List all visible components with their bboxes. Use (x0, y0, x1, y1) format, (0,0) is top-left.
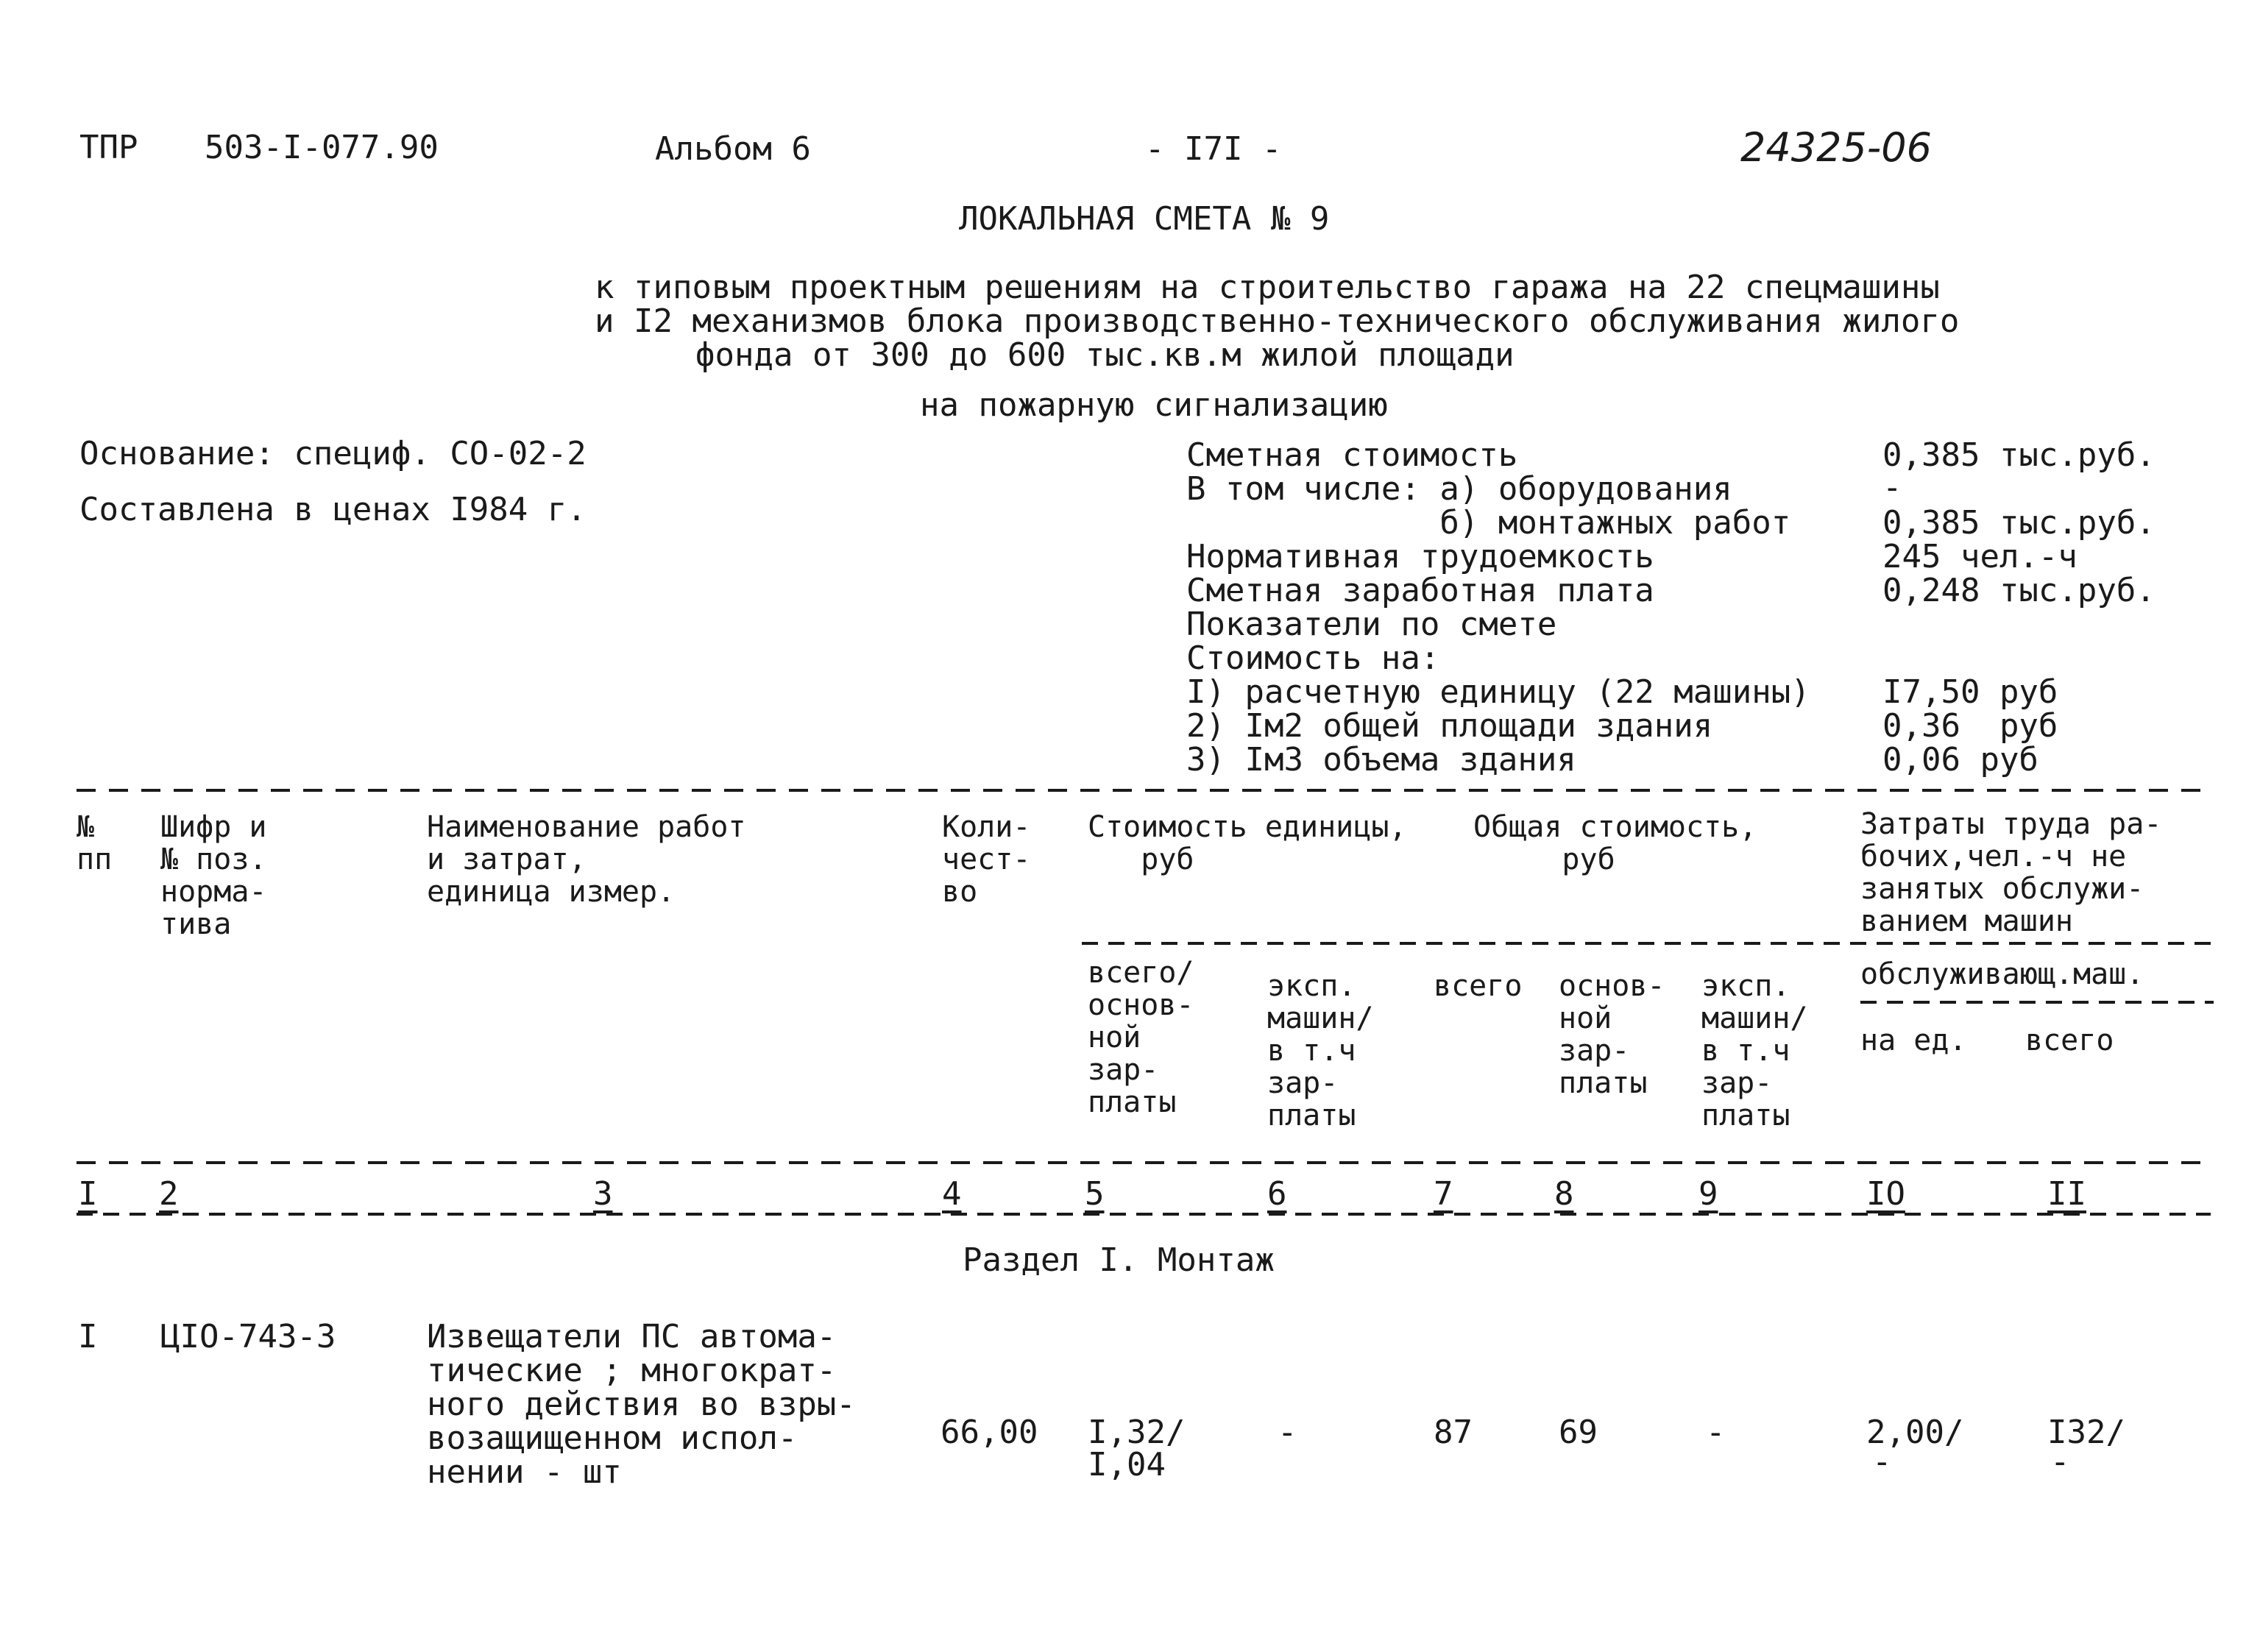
row-unit-machines: - (1278, 1414, 1297, 1451)
summary-label: Сметная заработная плата (1186, 572, 1654, 609)
col-header-8: основ- ной зар- платы (1559, 969, 1665, 1100)
col-header-unit-cost: Стоимость единицы, руб (1088, 810, 1407, 876)
row-total-wage: 69 (1559, 1414, 1598, 1451)
summary-label: Показатели по смете (1186, 606, 1557, 643)
col-number: 8 (1554, 1175, 1574, 1213)
col-number: 6 (1267, 1175, 1287, 1213)
header-sub-rule (1082, 942, 2215, 945)
row-labor-total: I32/ (2047, 1414, 2125, 1451)
col-header-total-cost: Общая стоимость, руб (1473, 810, 1757, 876)
basis-prices: Составлена в ценах I984 г. (79, 491, 587, 528)
row-unit-total: I,32/ (1088, 1414, 1186, 1451)
summary-label: Нормативная трудоемкость (1186, 538, 1654, 575)
col-header-5: всего/ основ- ной зар- платы (1088, 956, 1194, 1119)
col-header-code: Шифр и № поз. норма- тива (160, 810, 267, 941)
title-subject: на пожарную сигнализацию (920, 386, 1388, 424)
col-number: 7 (1434, 1175, 1453, 1213)
inventory-number: 24325-06 (1740, 124, 1932, 171)
page-title: ЛОКАЛЬНАЯ СМЕТА № 9 (959, 200, 1330, 238)
summary-value: 0,385 тыс.руб. (1882, 504, 2155, 542)
summary-label: Сметная стоимость (1186, 436, 1518, 474)
header-tpr: ТПР (79, 129, 138, 166)
col-number: 9 (1698, 1175, 1718, 1213)
col-header-11: всего (2025, 1024, 2114, 1057)
row-code: ЦIО-743-3 (160, 1318, 336, 1355)
summary-value: I7,50 руб (1882, 673, 2058, 711)
row-name: Извещатели ПС автома- тические ; многократ- ного действия во взры- возащищенном испол- нении - шт (427, 1318, 856, 1491)
header-album: Альбом 6 (655, 130, 811, 168)
row-total-machines: - (1706, 1414, 1726, 1451)
summary-label: В том числе: а) оборудования (1186, 470, 1732, 508)
row-unit-wage: I,04 (1088, 1446, 1166, 1483)
header-code: 503-I-077.90 (205, 129, 439, 166)
summary-value: - (1882, 469, 1902, 506)
col-header-service-machines: обслуживающ.маш. (1860, 957, 2144, 991)
row-total: 87 (1434, 1414, 1473, 1451)
col-number: II (2047, 1175, 2086, 1213)
row-qty: 66,00 (941, 1414, 1038, 1451)
header-bottom-rule (77, 1161, 2211, 1164)
row-num: I (78, 1318, 98, 1355)
row-labor-total-service: - (2050, 1443, 2070, 1481)
col-number: 3 (593, 1175, 613, 1213)
row-labor-unit: 2,00/ (1866, 1414, 1964, 1451)
col-number: I (78, 1175, 98, 1213)
column-numbers-rule (77, 1213, 2211, 1216)
col-header-num: № пп (77, 810, 113, 876)
col-header-10: на ед. (1860, 1024, 1967, 1057)
summary-value: 0,06 руб (1882, 741, 2038, 779)
col-header-6: эксп. машин/ в т.ч зар- платы (1267, 969, 1374, 1132)
title-line-1: к типовым проектным решениям на строительство гаража на 22 спецмашины (595, 269, 1940, 306)
col-header-labor: Затраты труда ра- бочих,чел.-ч не занятых обслужи- ванием машин (1860, 807, 2162, 938)
summary-value: 0,36 руб (1882, 707, 2058, 745)
summary-label: б) монтажных работ (1186, 504, 1791, 542)
summary-value: 245 чел.-ч (1882, 538, 2077, 575)
col-number: 2 (159, 1175, 179, 1213)
col-number: 4 (942, 1175, 962, 1213)
basis-spec: Основание: специф. СО-02-2 (79, 435, 587, 472)
col-number: 5 (1085, 1175, 1105, 1213)
col-number: IO (1866, 1175, 1905, 1213)
title-line-3: фонда от 300 до 600 тыс.кв.м жилой площади (695, 336, 1515, 374)
summary-label: Стоимость на: (1186, 639, 1440, 677)
row-labor-unit-service: - (1872, 1443, 1892, 1481)
summary-label: 3) Iм3 объема здания (1186, 741, 1576, 779)
summary-label: I) расчетную единицу (22 машины) (1186, 673, 1810, 711)
col-header-7: всего (1434, 969, 1523, 1003)
table-top-rule (77, 789, 2211, 792)
col-header-qty: Коли- чест- во (942, 810, 1031, 909)
col-header-9: эксп. машин/ в т.ч зар- платы (1701, 969, 1808, 1132)
service-sub-rule (1860, 1001, 2214, 1004)
title-line-2: и I2 механизмов блока производственно-технического обслуживания жилого (595, 302, 1960, 340)
page-number: - I7I - (1145, 130, 1282, 168)
summary-label: 2) Iм2 общей площади здания (1186, 707, 1713, 745)
col-header-name: Наименование работ и затрат, единица измер. (427, 810, 746, 909)
summary-value: 0,385 тыс.руб. (1882, 436, 2155, 474)
section-title: Раздел I. Монтаж (963, 1241, 1275, 1279)
summary-value: 0,248 тыс.руб. (1882, 572, 2155, 609)
